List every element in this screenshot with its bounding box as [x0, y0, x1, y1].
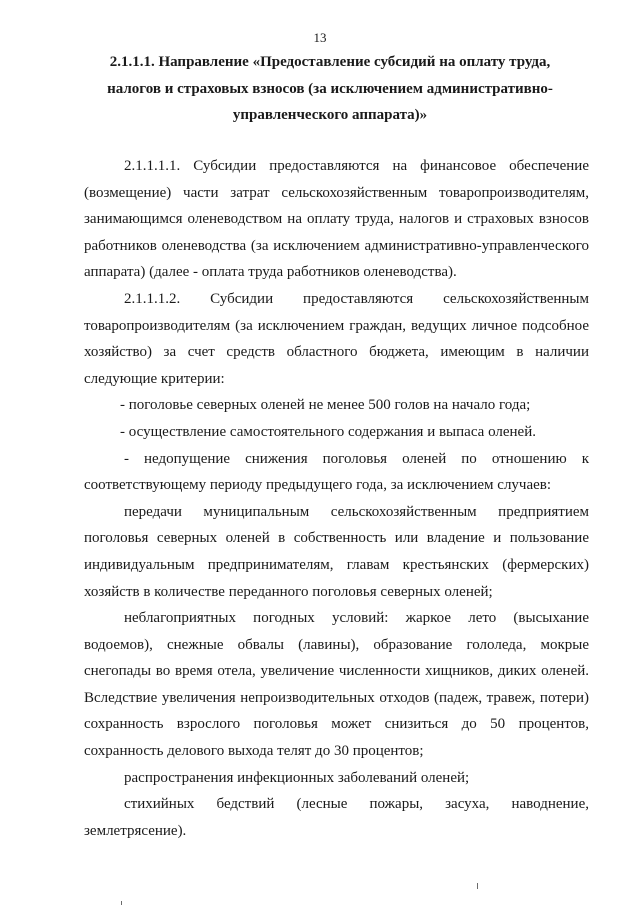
scan-mark	[477, 883, 478, 889]
paragraph-2-1-1-1-1: 2.1.1.1.1. Субсидии предоставляются на финансовое обеспечение (возмещение) части затрат сельскохозяйственным товаропроизводителям, занимающимся оленеводством на оплату труда, налогов и страховых взносов работников оленеводства (за исключением административно-управленческого аппарата) (далее - оплата труда работников оленеводства).	[84, 158, 589, 281]
exception-case: стихийных бедствий (лесные пожары, засуха, наводнение, землетрясение).	[84, 796, 589, 839]
heading-line: управленческого аппарата)»	[232, 107, 428, 123]
criterion-item: - недопущение снижения поголовья оленей по отношению к соответствующему периоду предыдущего года, за исключением случаев:	[84, 450, 589, 494]
heading-line: 2.1.1.1. Направление «Предоставление субсидий на оплату труда,	[109, 54, 551, 70]
criterion-item: - осуществление самостоятельного содержания и выпаса оленей.	[120, 423, 536, 440]
exception-case: передачи муниципальным сельскохозяйственным предприятием поголовья северных оленей в собственность или владение и пользование индивидуальным предпринимателям, главам крестьянских (фермерских) хозяйств в количестве переданного поголовья северных оленей;	[84, 503, 589, 600]
exception-case: распространения инфекционных заболеваний оленей;	[124, 769, 470, 786]
section-heading	[70, 49, 590, 129]
exception-case: неблагоприятных погодных условий: жаркое лето (высыхание водоемов), снежные обвалы (лавины), образование гололеда, мокрые снегопады во время отела, увеличение численности хищников, диких оленей. Вследствие увеличения непроизводительных отходов (падеж, травеж, потери) сохранность взрослого поголовья может снизиться до 50 процентов, сохранность делового выхода телят до 30 процентов;	[84, 610, 589, 760]
paragraph-2-1-1-1-2: 2.1.1.1.2. Субсидии предоставляются сельскохозяйственным товаропроизводителям (за исключением граждан, ведущих личное подсобное хозяйство) за счет средств областного бюджета, имеющим в наличии следующие критерии:	[84, 290, 589, 387]
page-number: 13	[313, 30, 327, 45]
criterion-item: - поголовье северных оленей не менее 500 голов на начало года;	[120, 397, 531, 414]
document-body	[84, 153, 589, 844]
scan-mark	[121, 901, 122, 905]
heading-line: налогов и страховых взносов (за исключением административно-	[107, 80, 553, 97]
